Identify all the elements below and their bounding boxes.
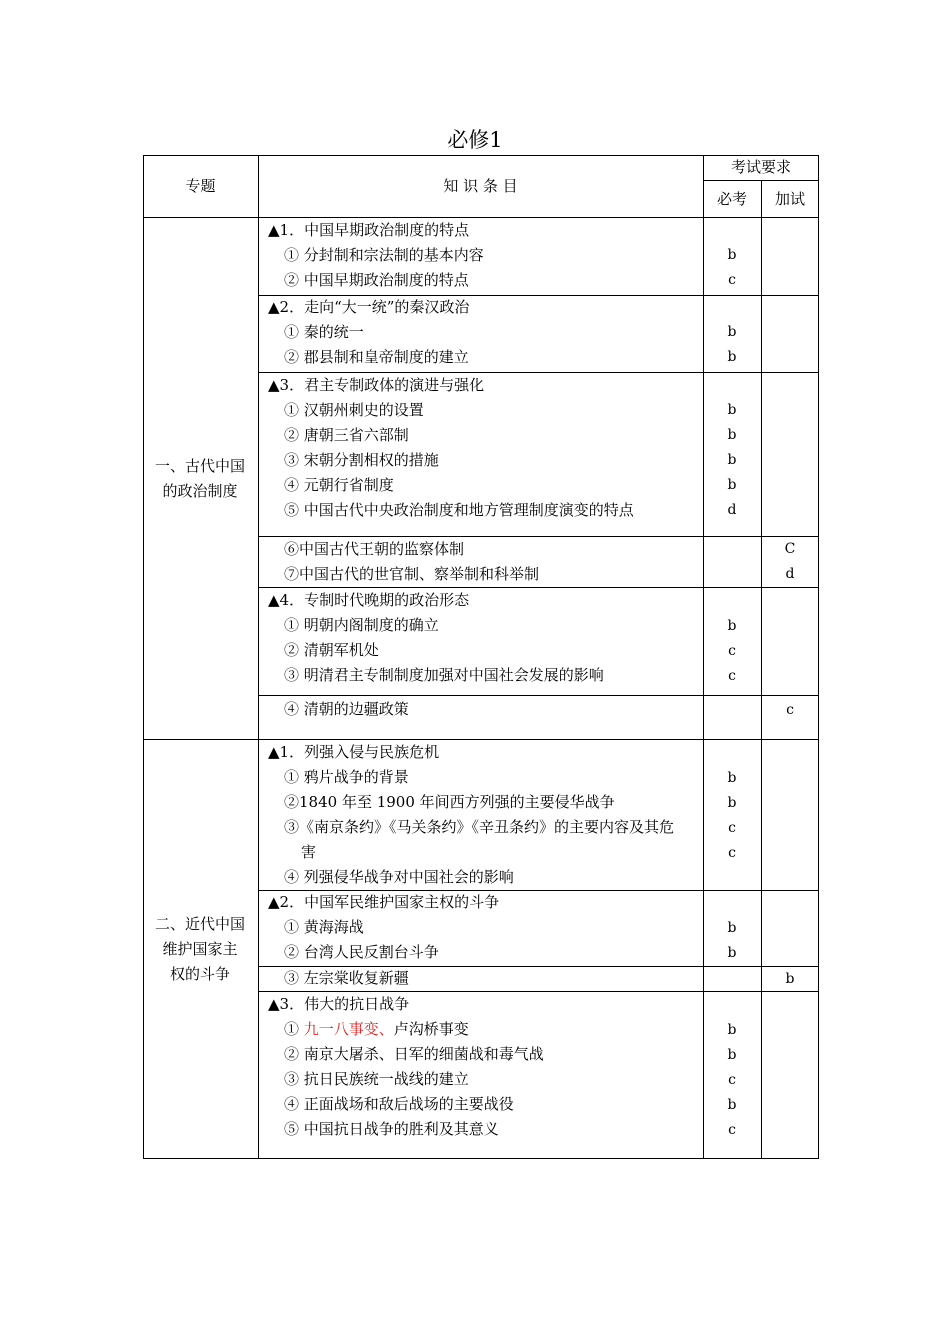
item-text: ② 台湾人民反割台斗争 — [284, 943, 439, 961]
group-heading: ▲3．伟大的抗日战争 — [268, 995, 410, 1013]
topic-name-line: 二、近代中国 — [154, 915, 245, 933]
bikao-level: b — [727, 795, 737, 811]
item-text: ⑤ 中国抗日战争的胜利及其意义 — [284, 1120, 499, 1138]
bikao-level: b — [727, 1022, 737, 1038]
bikao-level: b — [727, 427, 737, 443]
grid-line — [258, 587, 819, 588]
jiashi-level: c — [786, 702, 794, 718]
grid-line — [258, 295, 819, 296]
grid-line — [258, 966, 819, 967]
item-text: ⑦中国古代的世官制、察举制和科举制 — [284, 565, 540, 583]
item-text-rest: 卢沟桥事变 — [393, 1020, 469, 1038]
grid-line — [258, 372, 819, 373]
item-text: ② 南京大屠杀、日军的细菌战和毒气战 — [284, 1045, 544, 1063]
header-requirement: 考试要求 — [730, 158, 791, 176]
page-title: 必修1 — [447, 128, 503, 152]
item-text: ③《南京条约》《马关条约》《辛丑条约》的主要内容及其危 — [284, 818, 675, 836]
bikao-level: b — [727, 324, 737, 340]
group-heading: ▲1．中国早期政治制度的特点 — [268, 221, 470, 239]
item-text — [284, 1019, 469, 1039]
topic-name — [143, 454, 257, 504]
header-topic: 专题 — [185, 177, 216, 195]
bikao-level: c — [728, 845, 736, 861]
header-extra: 加试 — [774, 190, 805, 208]
grid-line — [761, 180, 762, 1159]
bikao-level: b — [727, 349, 737, 365]
topic-name-line: 维护国家主 — [162, 940, 238, 958]
item-text: ① 黄海海战 — [284, 918, 364, 936]
item-text: ① 鸦片战争的背景 — [284, 768, 409, 786]
header-compulsory: 必考 — [716, 190, 747, 208]
bikao-level: b — [727, 1047, 737, 1063]
item-text: ③ 抗日民族统一战线的建立 — [284, 1070, 469, 1088]
bikao-level: b — [727, 402, 737, 418]
item-text-highlight: 九一八事变、 — [303, 1020, 394, 1038]
bikao-level: d — [727, 502, 737, 518]
group-heading: ▲2．中国军民维护国家主权的斗争 — [268, 893, 500, 911]
item-text: ① 分封制和宗法制的基本内容 — [284, 246, 484, 264]
bikao-level: c — [728, 1122, 736, 1138]
item-text-prefix: ① — [284, 1020, 304, 1038]
item-text: ② 唐朝三省六部制 — [284, 426, 409, 444]
bikao-level: c — [728, 1072, 736, 1088]
item-text: ②1840 年至 1900 年间西方列强的主要侵华战争 — [284, 793, 615, 811]
grid-line — [258, 890, 819, 891]
bikao-level: b — [727, 945, 737, 961]
bikao-level: c — [728, 272, 736, 288]
item-text: ③ 明清君主专制制度加强对中国社会发展的影响 — [284, 666, 604, 684]
grid-line — [258, 695, 819, 696]
bikao-level: b — [727, 1097, 737, 1113]
item-text: ① 秦的统一 — [284, 323, 364, 341]
bikao-level: c — [728, 643, 736, 659]
bikao-level: c — [728, 820, 736, 836]
item-text: ④ 正面战场和敌后战场的主要战役 — [284, 1095, 514, 1113]
jiashi-level: C — [784, 541, 796, 557]
item-text: ③ 宋朝分割相权的措施 — [284, 451, 439, 469]
topic-name-line: 权的斗争 — [169, 965, 230, 983]
grid-line — [143, 739, 819, 740]
item-text: ② 郡县制和皇帝制度的建立 — [284, 348, 469, 366]
item-text: ④ 元朝行省制度 — [284, 476, 394, 494]
grid-line — [258, 536, 819, 537]
header-items: 知 识 条 目 — [443, 177, 518, 195]
item-text: ① 汉朝州刺史的设置 — [284, 401, 424, 419]
topic-name — [143, 912, 257, 987]
group-heading: ▲2．走向“大一统”的秦汉政治 — [268, 298, 470, 316]
jiashi-level: b — [785, 971, 795, 987]
grid-line — [258, 991, 819, 992]
item-text: ② 中国早期政治制度的特点 — [284, 271, 469, 289]
item-text: ② 清朝军机处 — [284, 641, 379, 659]
item-text: ⑤ 中国古代中央政治制度和地方管理制度演变的特点 — [284, 501, 634, 519]
item-text: ④ 清朝的边疆政策 — [284, 700, 409, 718]
bikao-level: c — [728, 668, 736, 684]
group-heading: ▲4．专制时代晚期的政治形态 — [268, 591, 470, 609]
item-text: ① 明朝内阁制度的确立 — [284, 616, 439, 634]
group-heading: ▲1．列强入侵与民族危机 — [268, 743, 440, 761]
grid-line — [143, 217, 819, 218]
bikao-level: b — [727, 920, 737, 936]
item-text: ④ 列强侵华战争对中国社会的影响 — [284, 868, 514, 886]
bikao-level: b — [727, 477, 737, 493]
item-text: ③ 左宗棠收复新疆 — [284, 969, 409, 987]
item-text: ⑥中国古代王朝的监察体制 — [284, 540, 465, 558]
group-heading: ▲3．君主专制政体的演进与强化 — [268, 376, 485, 394]
bikao-level: b — [727, 247, 737, 263]
bikao-level: b — [727, 770, 737, 786]
bikao-level: b — [727, 452, 737, 468]
grid-line — [703, 180, 819, 181]
bikao-level: b — [727, 618, 737, 634]
topic-name-line: 一、古代中国 — [154, 457, 245, 475]
grid-line — [258, 155, 259, 1159]
topic-name-line: 的政治制度 — [162, 482, 238, 500]
jiashi-level: d — [785, 566, 795, 582]
item-text-continuation: 害 — [301, 843, 317, 861]
